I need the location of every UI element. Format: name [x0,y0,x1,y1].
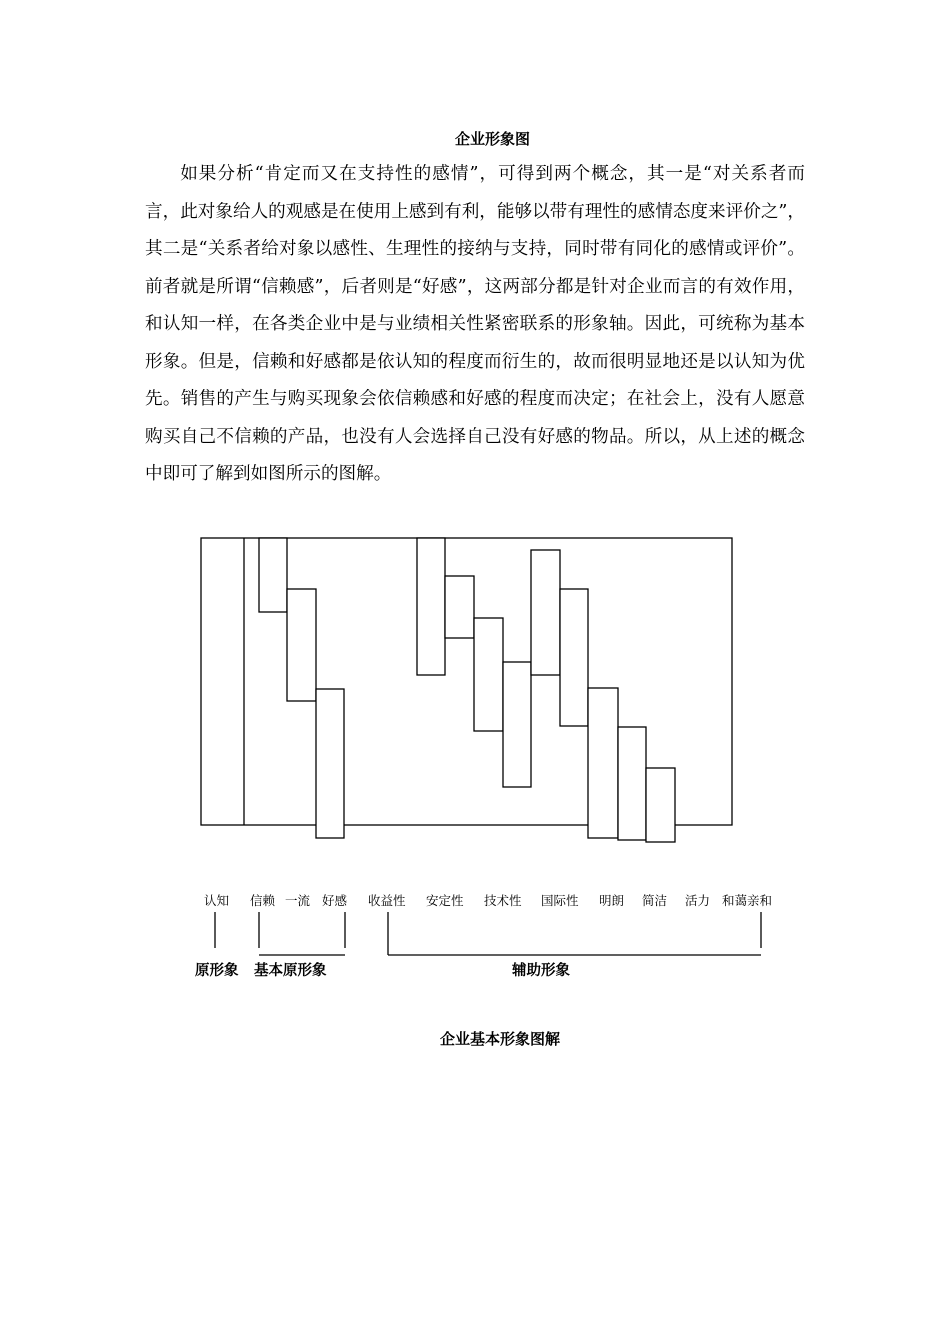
bar-last [646,768,675,842]
group-label-primary: 原形象 [195,962,239,979]
axis-label: 收益性 [368,893,406,908]
axis-label: 简洁 [642,893,668,908]
bar-profitability [417,538,445,675]
axis-label: 国际性 [541,893,579,908]
bar-goodwill [316,689,344,838]
bar-internationality [503,662,531,787]
bar-brightness [531,550,560,675]
bar-technology [474,618,503,731]
bar-simplicity [560,589,588,726]
bar-first-class [287,589,316,701]
axis-label: 认知 [204,893,230,908]
axis-label: 明朗 [599,893,625,908]
axis-label: 活力 [685,893,711,908]
bar-stability [445,576,474,638]
axis-label: 好感 [322,893,348,908]
body-paragraph: 如果分析“肯定而又在支持性的感情”，可得到两个概念，其一是“对关系者而言，此对象给人的观感是在使用上感到有利，能够以带有理性的感情态度来评价之”，其二是“关系者给对象以感性、生理性的接纳与支持，同时带有同化的感情或评价”。前者就是所谓“信赖感”，后者则是“好感”，这两部分都是针对企业而言的有效作用，和认知一样，在各类企业中是与业绩相关性紧密联系的形象轴。因此，可统称为基本形象。但是，信赖和好感都是依认知的程度而衍生的，故而很明显地还是以认知为优先。销售的产生与购买现象会依信赖感和好感的程度而决定；在社会上，没有人愿意购买自己不信赖的产品，也没有人会选择自己没有好感的物品。所以，从上述的概念中即可了解到如图所示的图解。 [145,164,805,484]
axis-label: 信赖 [250,893,276,908]
page-heading: 企业形象图 [454,130,530,148]
group-label-auxiliary: 辅助形象 [512,962,570,979]
figure-caption: 企业基本形象图解 [439,1030,560,1048]
axis-label: 一流 [285,893,311,908]
bar-vitality [588,688,618,838]
bar-friendliness [618,727,646,840]
bar-trust [259,538,287,612]
axis-label: 和蔼亲和 [722,893,773,908]
axis-label: 安定性 [426,893,464,908]
group-label-basic: 基本原形象 [254,962,327,979]
axis-label: 技术性 [484,893,522,908]
